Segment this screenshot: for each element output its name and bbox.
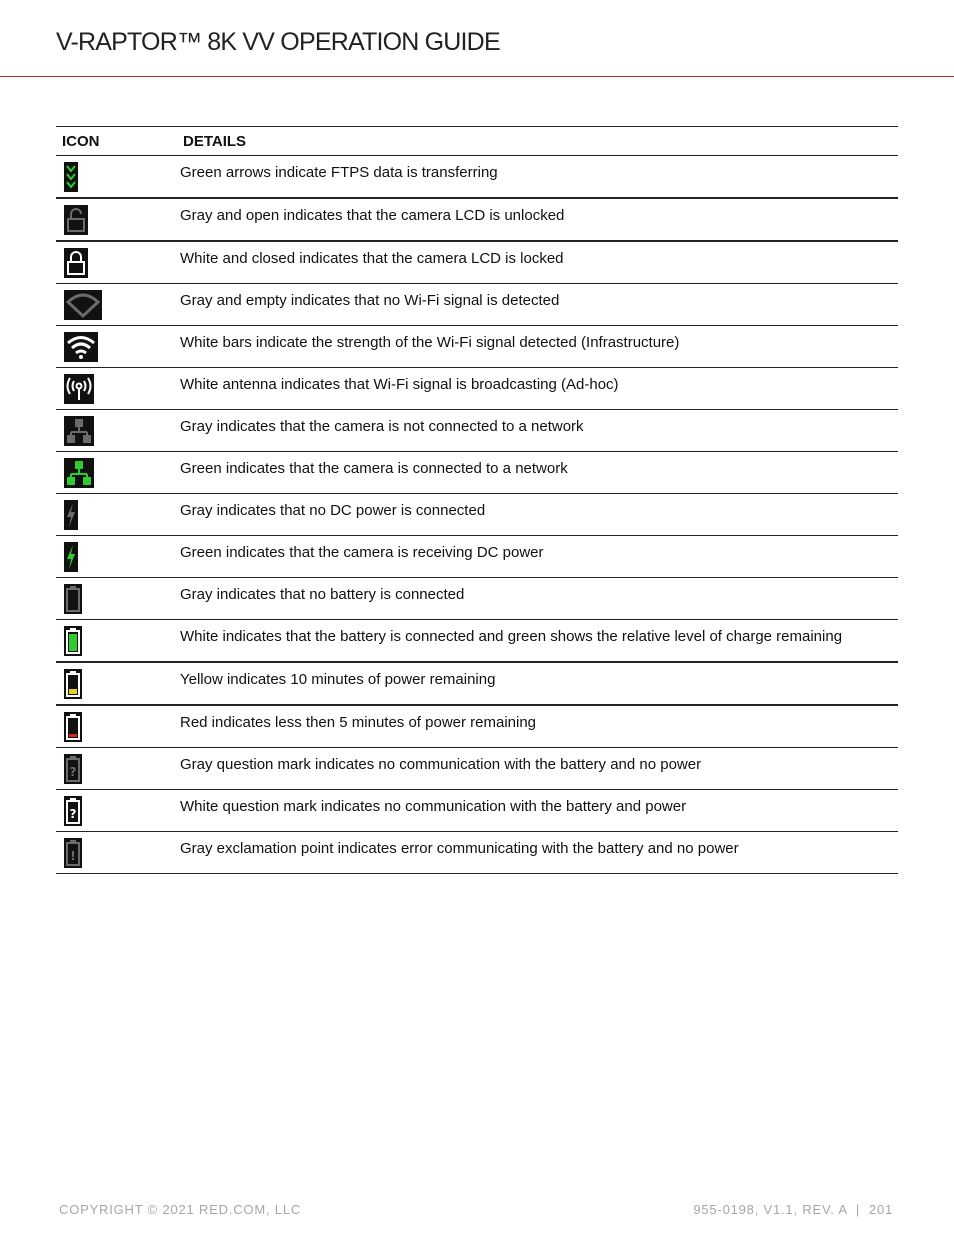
detail-cell (180, 410, 898, 452)
detail-text: Red indicates less then 5 minutes of power remaining (180, 714, 537, 731)
wifi-empty-gray-icon (64, 290, 102, 320)
battery-exclamation-gray-icon (64, 838, 82, 868)
icon-cell (56, 368, 180, 410)
detail-cell (180, 536, 898, 578)
icon-cell (56, 790, 180, 832)
detail-cell (180, 198, 898, 241)
table-row (56, 832, 898, 874)
wifi-bars-white-icon (64, 332, 98, 362)
icon-cell (56, 326, 180, 368)
page-title: V-RAPTOR™ 8K VV OPERATION GUIDE (56, 28, 500, 56)
detail-cell (180, 156, 898, 199)
detail-cell (180, 284, 898, 326)
icon-cell (56, 620, 180, 663)
detail-text: White and closed indicates that the camera LCD is locked (180, 250, 564, 267)
detail-text: Gray question mark indicates no communication with the battery and no power (180, 756, 702, 773)
column-header-details: DETAILS (180, 127, 898, 156)
icon-cell (56, 198, 180, 241)
detail-cell (180, 326, 898, 368)
detail-text: Green indicates that the camera is connected to a network (180, 460, 568, 477)
detail-cell (180, 705, 898, 748)
battery-yellow-icon (64, 669, 82, 699)
lock-closed-white-icon (64, 248, 88, 278)
icon-cell (56, 452, 180, 494)
detail-cell (180, 662, 898, 705)
detail-cell (180, 620, 898, 663)
detail-text: White bars indicate the strength of the Wi-Fi signal detected (Infrastructure) (180, 334, 680, 351)
detail-text: Gray indicates that no DC power is connected (180, 502, 486, 519)
icon-table (56, 126, 898, 874)
detail-text: Gray indicates that the camera is not connected to a network (180, 418, 584, 435)
battery-question-gray-icon (64, 754, 82, 784)
icon-cell (56, 662, 180, 705)
detail-text: Green arrows indicate FTPS data is transferring (180, 164, 498, 181)
detail-text: Yellow indicates 10 minutes of power remaining (180, 671, 496, 688)
table-row (56, 494, 898, 536)
detail-text: Green indicates that the camera is receiving DC power (180, 544, 544, 561)
svg-text:!: ! (70, 849, 76, 863)
table-row (56, 578, 898, 620)
table-row (56, 748, 898, 790)
table-row (56, 662, 898, 705)
icon-cell (56, 832, 180, 874)
detail-text: White antenna indicates that Wi-Fi signal is broadcasting (Ad-hoc) (180, 376, 619, 393)
footer-doc-ref: 955-0198, V1.1, REV. A | 201 (693, 1202, 893, 1217)
network-green-icon (64, 458, 94, 488)
dc-power-gray-icon (64, 500, 78, 530)
detail-cell (180, 790, 898, 832)
table-row (56, 410, 898, 452)
table-row (56, 241, 898, 284)
table-row (56, 620, 898, 663)
icon-cell (56, 536, 180, 578)
detail-cell (180, 368, 898, 410)
icon-cell (56, 410, 180, 452)
table-row (56, 452, 898, 494)
footer-copyright: COPYRIGHT © 2021 RED.COM, LLC (59, 1202, 302, 1217)
battery-question-white-icon (64, 796, 82, 826)
table-row (56, 368, 898, 410)
detail-cell (180, 452, 898, 494)
icon-cell (56, 284, 180, 326)
table-header-row (56, 127, 898, 156)
table-row (56, 284, 898, 326)
battery-green-icon (64, 626, 82, 656)
column-header-icon: ICON (56, 127, 180, 156)
icon-cell (56, 156, 180, 199)
svg-text:?: ? (69, 765, 77, 779)
detail-cell (180, 241, 898, 284)
svg-text:?: ? (69, 807, 77, 821)
header-divider (0, 76, 954, 77)
lock-open-gray-icon (64, 205, 88, 235)
icon-cell (56, 578, 180, 620)
detail-text: White question mark indicates no communication with the battery and power (180, 798, 687, 815)
detail-text: White indicates that the battery is connected and green shows the relative level of charge remaining (180, 628, 843, 645)
detail-cell (180, 832, 898, 874)
wifi-antenna-white-icon (64, 374, 94, 404)
table-row (56, 326, 898, 368)
detail-cell (180, 748, 898, 790)
detail-cell (180, 494, 898, 536)
table-row (56, 705, 898, 748)
detail-text: Gray and empty indicates that no Wi-Fi signal is detected (180, 292, 560, 309)
icon-cell (56, 494, 180, 536)
battery-red-icon (64, 712, 82, 742)
table-row (56, 198, 898, 241)
detail-text: Gray indicates that no battery is connected (180, 586, 465, 603)
icon-cell (56, 241, 180, 284)
detail-text: Gray exclamation point indicates error communicating with the battery and no power (180, 840, 739, 857)
table-row (56, 156, 898, 199)
table-row (56, 536, 898, 578)
battery-none-gray-icon (64, 584, 82, 614)
detail-cell (180, 578, 898, 620)
icon-cell (56, 705, 180, 748)
network-gray-icon (64, 416, 94, 446)
icon-cell (56, 748, 180, 790)
ftps-transfer-arrows-icon (64, 162, 78, 192)
detail-text: Gray and open indicates that the camera LCD is unlocked (180, 207, 565, 224)
table-row (56, 790, 898, 832)
dc-power-green-icon (64, 542, 78, 572)
